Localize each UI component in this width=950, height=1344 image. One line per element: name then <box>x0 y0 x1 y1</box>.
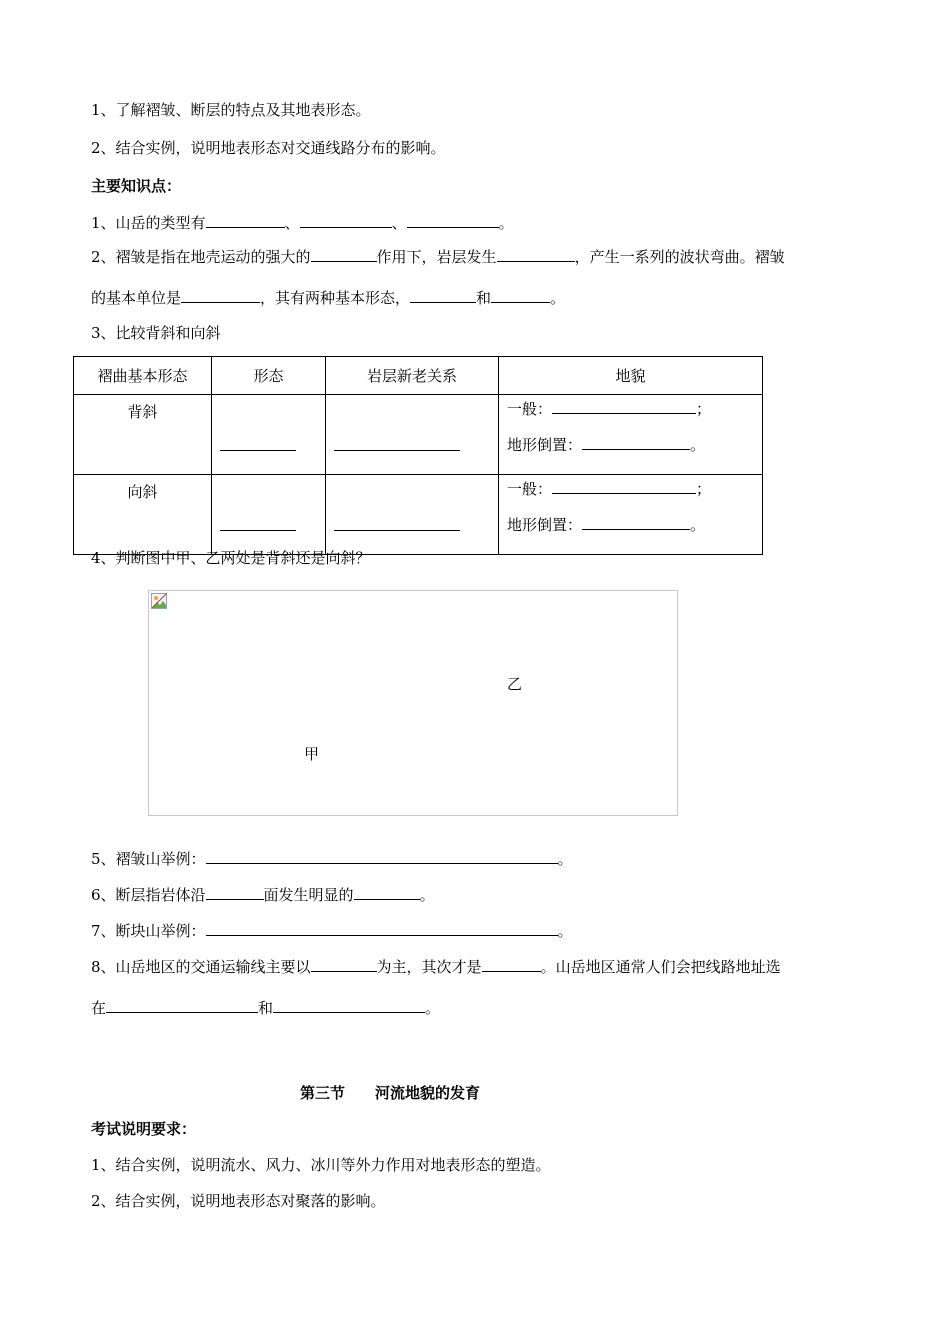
answer-blank[interactable] <box>410 287 476 303</box>
answer-blank[interactable] <box>206 212 285 228</box>
q5-end: 。 <box>557 850 573 868</box>
requirement-2: 2、结合实例，说明地表形态对聚落的影响。 <box>91 1192 386 1210</box>
table-cell <box>499 395 763 475</box>
q1-sep: 、 <box>284 214 300 232</box>
answer-blank[interactable] <box>552 478 696 494</box>
answer-blank[interactable] <box>552 398 696 414</box>
answer-blank[interactable] <box>334 515 460 531</box>
q6-text: 面发生明显的 <box>263 886 354 904</box>
answer-blank[interactable] <box>273 997 425 1013</box>
table-cell <box>326 475 499 555</box>
table-cell <box>326 395 499 475</box>
q1-end: 。 <box>498 214 514 232</box>
q7-end: 。 <box>557 922 573 940</box>
q2-text: 。 <box>550 289 566 307</box>
table-cell <box>212 395 326 475</box>
table-header: 地貌 <box>499 357 763 395</box>
answer-blank[interactable] <box>497 246 575 262</box>
broken-image-icon <box>151 593 167 609</box>
q8-text: 为主，其次才是 <box>376 958 482 976</box>
answer-blank[interactable] <box>482 956 541 972</box>
answer-blank[interactable] <box>220 435 296 451</box>
table-row <box>74 475 763 555</box>
table-cell <box>499 475 763 555</box>
inverted-label: 地形倒置： <box>507 436 583 454</box>
inverted-end: 。 <box>690 436 706 454</box>
question-1 <box>91 212 514 233</box>
objective-1: 1、了解褶皱、断层的特点及其地表形态。 <box>91 101 371 119</box>
question-7 <box>91 920 573 941</box>
q8-text: 和 <box>258 999 274 1017</box>
question-3: 3、比较背斜和向斜 <box>91 324 221 342</box>
q7-prefix: 7、断块山举例： <box>91 922 206 940</box>
q8-text: 在 <box>91 999 107 1017</box>
answer-blank[interactable] <box>311 956 377 972</box>
objective-2: 2、结合实例，说明地表形态对交通线路分布的影响。 <box>91 139 446 157</box>
q2-text: ，产生一系列的波状弯曲。褶皱 <box>574 248 785 266</box>
q8-text: 。山岳地区通常人们会把线路地址选 <box>540 958 781 976</box>
question-5 <box>91 848 573 869</box>
table-header: 形态 <box>212 357 326 395</box>
question-4: 4、判断图中甲、乙两处是背斜还是向斜？ <box>91 549 371 567</box>
answer-blank[interactable] <box>206 848 558 864</box>
answer-blank[interactable] <box>354 884 420 900</box>
general-end: ； <box>696 480 712 498</box>
answer-blank[interactable] <box>106 997 258 1013</box>
answer-blank[interactable] <box>407 212 499 228</box>
table-header-row <box>74 357 763 395</box>
q2-text: ，其有两种基本形态， <box>260 289 411 307</box>
answer-blank[interactable] <box>582 434 690 450</box>
fold-diagram-figure <box>148 590 678 816</box>
comparison-table <box>73 356 763 555</box>
requirement-1: 1、结合实例，说明流水、风力、冰川等外力作用对地表形态的塑造。 <box>91 1156 551 1174</box>
section-title: 第三节 河流地貌的发育 <box>300 1084 481 1102</box>
table-header: 岩层新老关系 <box>326 357 499 395</box>
table-row <box>74 395 763 475</box>
answer-blank[interactable] <box>206 884 264 900</box>
answer-blank[interactable] <box>491 287 550 303</box>
question-8-line-2 <box>91 997 440 1018</box>
label-yi: 乙 <box>507 675 523 693</box>
q6-prefix: 6、断层指岩体沿 <box>91 886 206 904</box>
row-name: 背斜 <box>74 395 212 475</box>
answer-blank[interactable] <box>181 287 260 303</box>
question-6 <box>91 884 435 905</box>
question-2-line-1 <box>91 246 785 267</box>
q1-prefix: 1、山岳的类型有 <box>91 214 206 232</box>
q1-sep: 、 <box>391 214 407 232</box>
answer-blank[interactable] <box>206 920 558 936</box>
label-jia: 甲 <box>304 745 320 763</box>
answer-blank[interactable] <box>582 514 690 530</box>
question-2-line-2 <box>91 287 565 308</box>
question-8-line-1 <box>91 956 781 977</box>
q5-prefix: 5、褶皱山举例： <box>91 850 206 868</box>
answer-blank[interactable] <box>220 515 296 531</box>
table-cell <box>212 475 326 555</box>
table-header: 褶曲基本形态 <box>74 357 212 395</box>
general-label: 一般： <box>507 480 553 498</box>
exam-requirements-heading: 考试说明要求： <box>91 1120 197 1138</box>
q2-prefix: 2、褶皱是指在地壳运动的强大的 <box>91 248 311 266</box>
inverted-end: 。 <box>690 516 706 534</box>
q2-text: 和 <box>476 289 492 307</box>
q8-prefix: 8、山岳地区的交通运输线主要以 <box>91 958 311 976</box>
general-label: 一般： <box>507 400 553 418</box>
q2-text: 的基本单位是 <box>91 289 182 307</box>
q6-end: 。 <box>419 886 435 904</box>
q8-text: 。 <box>425 999 441 1017</box>
general-end: ； <box>696 400 712 418</box>
answer-blank[interactable] <box>334 435 460 451</box>
answer-blank[interactable] <box>311 246 377 262</box>
q2-text: 作用下，岩层发生 <box>376 248 497 266</box>
answer-blank[interactable] <box>300 212 392 228</box>
row-name: 向斜 <box>74 475 212 555</box>
inverted-label: 地形倒置： <box>507 516 583 534</box>
main-points-heading: 主要知识点： <box>91 177 182 195</box>
